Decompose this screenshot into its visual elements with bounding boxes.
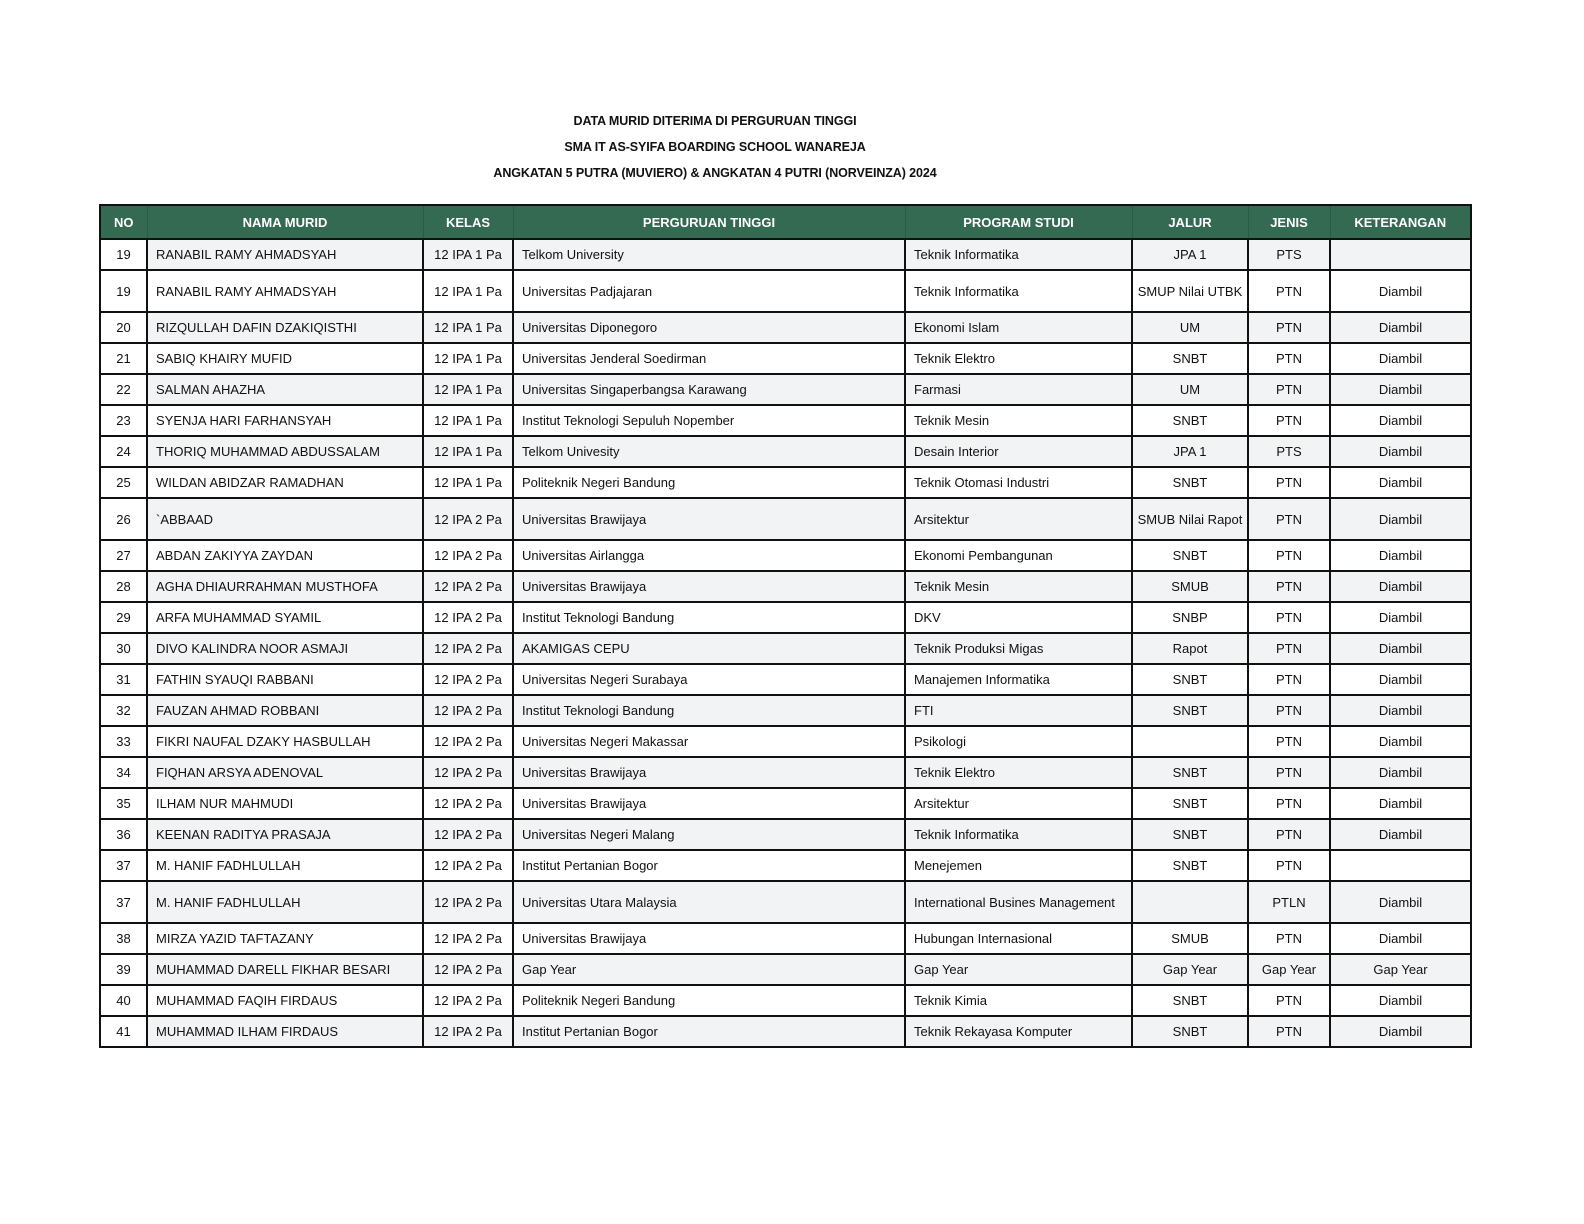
table-row [100,633,1471,664]
cell-keterangan: Diambil [1330,540,1471,571]
cell-keterangan: Diambil [1330,757,1471,788]
cell-jalur [1132,726,1248,757]
column-header-kelas: KELAS [423,205,513,239]
cell-no: 29 [100,602,147,633]
table-row [100,757,1471,788]
cell-jenis: PTN [1248,571,1330,602]
cell-kelas: 12 IPA 2 Pa [423,881,513,923]
cell-jenis: PTN [1248,695,1330,726]
cell-no: 19 [100,239,147,270]
cell-jenis: PTN [1248,405,1330,436]
cell-perguruan-tinggi: Universitas Negeri Makassar [513,726,905,757]
table-row [100,343,1471,374]
cell-no: 37 [100,881,147,923]
cell-program-studi: Teknik Informatika [905,239,1132,270]
cell-kelas: 12 IPA 2 Pa [423,954,513,985]
cell-nama-murid: RIZQULLAH DAFIN DZAKIQISTHI [147,312,423,343]
cell-keterangan: Diambil [1330,467,1471,498]
cell-nama-murid: M. HANIF FADHLULLAH [147,881,423,923]
cell-jenis: PTN [1248,985,1330,1016]
cell-perguruan-tinggi: Universitas Jenderal Soedirman [513,343,905,374]
cell-nama-murid: SYENJA HARI FARHANSYAH [147,405,423,436]
cell-nama-murid: RANABIL RAMY AHMADSYAH [147,239,423,270]
cell-program-studi: Ekonomi Islam [905,312,1132,343]
cell-nama-murid: THORIQ MUHAMMAD ABDUSSALAM [147,436,423,467]
cell-kelas: 12 IPA 1 Pa [423,467,513,498]
cell-perguruan-tinggi: AKAMIGAS CEPU [513,633,905,664]
table-row [100,270,1471,312]
cell-kelas: 12 IPA 2 Pa [423,571,513,602]
cell-jalur: UM [1132,374,1248,405]
cell-perguruan-tinggi: Universitas Negeri Surabaya [513,664,905,695]
cell-jalur: SNBT [1132,343,1248,374]
cell-jenis: PTN [1248,343,1330,374]
cell-jenis: Gap Year [1248,954,1330,985]
cell-nama-murid: SABIQ KHAIRY MUFID [147,343,423,374]
cell-no: 27 [100,540,147,571]
cell-jenis: PTN [1248,1016,1330,1047]
cell-kelas: 12 IPA 2 Pa [423,985,513,1016]
cell-jenis: PTS [1248,436,1330,467]
cell-perguruan-tinggi: Universitas Singaperbangsa Karawang [513,374,905,405]
table-row [100,239,1471,270]
cell-no: 35 [100,788,147,819]
cell-nama-murid: FATHIN SYAUQI RABBANI [147,664,423,695]
cell-program-studi: Teknik Mesin [905,405,1132,436]
cell-no: 34 [100,757,147,788]
cell-perguruan-tinggi: Institut Teknologi Bandung [513,695,905,726]
cell-program-studi: Teknik Informatika [905,270,1132,312]
cell-nama-murid: RANABIL RAMY AHMADSYAH [147,270,423,312]
cell-jalur: SNBT [1132,819,1248,850]
cell-program-studi: Teknik Kimia [905,985,1132,1016]
cell-kelas: 12 IPA 2 Pa [423,540,513,571]
cell-kelas: 12 IPA 2 Pa [423,923,513,954]
table-row [100,664,1471,695]
cell-program-studi: Teknik Mesin [905,571,1132,602]
cell-kelas: 12 IPA 1 Pa [423,436,513,467]
cell-perguruan-tinggi: Telkom University [513,239,905,270]
cell-nama-murid: MUHAMMAD DARELL FIKHAR BESARI [147,954,423,985]
cell-keterangan: Diambil [1330,1016,1471,1047]
cell-program-studi: Teknik Informatika [905,819,1132,850]
cell-program-studi: DKV [905,602,1132,633]
document-title-block [0,108,1430,186]
column-header-jenis: JENIS [1248,205,1330,239]
cell-kelas: 12 IPA 1 Pa [423,312,513,343]
cell-perguruan-tinggi: Universitas Utara Malaysia [513,881,905,923]
cell-no: 25 [100,467,147,498]
cell-jalur: JPA 1 [1132,436,1248,467]
cell-nama-murid: M. HANIF FADHLULLAH [147,850,423,881]
cell-program-studi: Arsitektur [905,788,1132,819]
cell-jenis: PTN [1248,664,1330,695]
cell-perguruan-tinggi: Gap Year [513,954,905,985]
cell-kelas: 12 IPA 2 Pa [423,819,513,850]
cell-kelas: 12 IPA 1 Pa [423,405,513,436]
column-header-nama: NAMA MURID [147,205,423,239]
cell-jalur: SNBT [1132,1016,1248,1047]
cell-jalur: SNBT [1132,467,1248,498]
cell-kelas: 12 IPA 2 Pa [423,788,513,819]
cell-no: 40 [100,985,147,1016]
cell-no: 28 [100,571,147,602]
column-header-perguruan-tinggi: PERGURUAN TINGGI [513,205,905,239]
cell-nama-murid: MUHAMMAD FAQIH FIRDAUS [147,985,423,1016]
cell-nama-murid: ILHAM NUR MAHMUDI [147,788,423,819]
title-line-3: ANGKATAN 5 PUTRA (MUVIERO) & ANGKATAN 4 PUTRI (NORVEINZA) 2024 [493,166,937,180]
table-body [100,239,1471,1047]
cell-program-studi: Teknik Rekayasa Komputer [905,1016,1132,1047]
cell-keterangan: Diambil [1330,602,1471,633]
cell-no: 36 [100,819,147,850]
cell-jenis: PTN [1248,602,1330,633]
table-row [100,498,1471,540]
cell-jalur: Gap Year [1132,954,1248,985]
cell-jalur: SNBT [1132,985,1248,1016]
cell-perguruan-tinggi: Universitas Brawijaya [513,498,905,540]
cell-no: 24 [100,436,147,467]
column-header-keterangan: KETERANGAN [1330,205,1471,239]
cell-program-studi: Ekonomi Pembangunan [905,540,1132,571]
cell-keterangan: Diambil [1330,571,1471,602]
cell-jenis: PTN [1248,788,1330,819]
column-header-jalur: JALUR [1132,205,1248,239]
cell-jalur: SNBT [1132,695,1248,726]
cell-kelas: 12 IPA 1 Pa [423,374,513,405]
cell-keterangan: Diambil [1330,498,1471,540]
cell-program-studi: Manajemen Informatika [905,664,1132,695]
cell-jenis: PTN [1248,540,1330,571]
cell-kelas: 12 IPA 2 Pa [423,850,513,881]
cell-kelas: 12 IPA 2 Pa [423,664,513,695]
cell-jenis: PTLN [1248,881,1330,923]
cell-nama-murid: FIQHAN ARSYA ADENOVAL [147,757,423,788]
cell-nama-murid: WILDAN ABIDZAR RAMADHAN [147,467,423,498]
cell-perguruan-tinggi: Telkom Univesity [513,436,905,467]
cell-program-studi: Desain Interior [905,436,1132,467]
cell-perguruan-tinggi: Politeknik Negeri Bandung [513,467,905,498]
cell-nama-murid: FIKRI NAUFAL DZAKY HASBULLAH [147,726,423,757]
table-header [100,205,1471,239]
cell-jalur: SMUB Nilai Rapot [1132,498,1248,540]
table-row [100,602,1471,633]
cell-keterangan: Diambil [1330,985,1471,1016]
cell-perguruan-tinggi: Universitas Brawijaya [513,571,905,602]
cell-jenis: PTS [1248,239,1330,270]
cell-kelas: 12 IPA 1 Pa [423,270,513,312]
cell-no: 20 [100,312,147,343]
cell-nama-murid: `ABBAAD [147,498,423,540]
cell-jenis: PTN [1248,633,1330,664]
cell-program-studi: Teknik Otomasi Industri [905,467,1132,498]
cell-no: 26 [100,498,147,540]
cell-jenis: PTN [1248,467,1330,498]
cell-jenis: PTN [1248,726,1330,757]
cell-jenis: PTN [1248,757,1330,788]
cell-no: 31 [100,664,147,695]
cell-keterangan: Diambil [1330,436,1471,467]
cell-perguruan-tinggi: Institut Pertanian Bogor [513,850,905,881]
title-line-2: SMA IT AS-SYIFA BOARDING SCHOOL WANAREJA [564,140,866,154]
cell-jenis: PTN [1248,270,1330,312]
cell-jalur: SNBT [1132,757,1248,788]
cell-nama-murid: KEENAN RADITYA PRASAJA [147,819,423,850]
cell-perguruan-tinggi: Universitas Diponegoro [513,312,905,343]
cell-perguruan-tinggi: Universitas Padjajaran [513,270,905,312]
cell-keterangan: Diambil [1330,270,1471,312]
cell-jenis: PTN [1248,850,1330,881]
title-line-1: DATA MURID DITERIMA DI PERGURUAN TINGGI [573,114,857,128]
cell-jalur: JPA 1 [1132,239,1248,270]
cell-program-studi: Psikologi [905,726,1132,757]
cell-perguruan-tinggi: Universitas Brawijaya [513,788,905,819]
cell-perguruan-tinggi: Universitas Negeri Malang [513,819,905,850]
cell-no: 37 [100,850,147,881]
table-row [100,726,1471,757]
cell-keterangan: Diambil [1330,405,1471,436]
table-row [100,1016,1471,1047]
cell-no: 21 [100,343,147,374]
cell-no: 30 [100,633,147,664]
cell-program-studi: Arsitektur [905,498,1132,540]
cell-program-studi: Gap Year [905,954,1132,985]
cell-perguruan-tinggi: Universitas Brawijaya [513,923,905,954]
cell-jalur: SNBT [1132,405,1248,436]
cell-keterangan: Diambil [1330,343,1471,374]
cell-jalur: SNBT [1132,540,1248,571]
cell-kelas: 12 IPA 2 Pa [423,633,513,664]
cell-perguruan-tinggi: Institut Pertanian Bogor [513,1016,905,1047]
cell-kelas: 12 IPA 2 Pa [423,498,513,540]
cell-keterangan: Diambil [1330,633,1471,664]
cell-nama-murid: DIVO KALINDRA NOOR ASMAJI [147,633,423,664]
cell-nama-murid: ARFA MUHAMMAD SYAMIL [147,602,423,633]
cell-jalur: SMUB [1132,571,1248,602]
column-header-no: NO [100,205,147,239]
table-row [100,985,1471,1016]
table-row [100,436,1471,467]
cell-keterangan: Diambil [1330,664,1471,695]
table-row [100,954,1471,985]
cell-kelas: 12 IPA 2 Pa [423,1016,513,1047]
cell-nama-murid: FAUZAN AHMAD ROBBANI [147,695,423,726]
cell-perguruan-tinggi: Politeknik Negeri Bandung [513,985,905,1016]
cell-perguruan-tinggi: Universitas Airlangga [513,540,905,571]
cell-no: 41 [100,1016,147,1047]
table-row [100,571,1471,602]
cell-keterangan [1330,239,1471,270]
table-row [100,881,1471,923]
table-row [100,374,1471,405]
cell-nama-murid: AGHA DHIAURRAHMAN MUSTHOFA [147,571,423,602]
cell-keterangan: Diambil [1330,374,1471,405]
table-row [100,788,1471,819]
cell-program-studi: International Busines Management [905,881,1132,923]
table-row [100,467,1471,498]
column-header-program-studi: PROGRAM STUDI [905,205,1132,239]
cell-keterangan: Diambil [1330,788,1471,819]
cell-perguruan-tinggi: Institut Teknologi Sepuluh Nopember [513,405,905,436]
cell-program-studi: Menejemen [905,850,1132,881]
cell-kelas: 12 IPA 2 Pa [423,757,513,788]
cell-nama-murid: MUHAMMAD ILHAM FIRDAUS [147,1016,423,1047]
cell-jalur: SMUB [1132,923,1248,954]
cell-jenis: PTN [1248,498,1330,540]
cell-program-studi: FTI [905,695,1132,726]
cell-program-studi: Teknik Elektro [905,343,1132,374]
table-row [100,923,1471,954]
cell-kelas: 12 IPA 2 Pa [423,602,513,633]
cell-nama-murid: MIRZA YAZID TAFTAZANY [147,923,423,954]
cell-no: 38 [100,923,147,954]
cell-keterangan: Gap Year [1330,954,1471,985]
cell-no: 22 [100,374,147,405]
cell-jalur: SNBP [1132,602,1248,633]
students-table [99,204,1472,1048]
cell-nama-murid: ABDAN ZAKIYYA ZAYDAN [147,540,423,571]
cell-no: 32 [100,695,147,726]
cell-jalur [1132,881,1248,923]
cell-keterangan: Diambil [1330,695,1471,726]
cell-no: 23 [100,405,147,436]
cell-jalur: UM [1132,312,1248,343]
cell-program-studi: Farmasi [905,374,1132,405]
cell-keterangan: Diambil [1330,923,1471,954]
cell-jenis: PTN [1248,923,1330,954]
cell-keterangan: Diambil [1330,881,1471,923]
table-row [100,695,1471,726]
cell-perguruan-tinggi: Institut Teknologi Bandung [513,602,905,633]
cell-nama-murid: SALMAN AHAZHA [147,374,423,405]
cell-kelas: 12 IPA 1 Pa [423,343,513,374]
cell-keterangan [1330,850,1471,881]
cell-program-studi: Hubungan Internasional [905,923,1132,954]
cell-kelas: 12 IPA 2 Pa [423,695,513,726]
cell-jalur: SMUP Nilai UTBK [1132,270,1248,312]
table-row [100,850,1471,881]
cell-perguruan-tinggi: Universitas Brawijaya [513,757,905,788]
cell-jalur: SNBT [1132,664,1248,695]
cell-jenis: PTN [1248,312,1330,343]
table-row [100,405,1471,436]
cell-keterangan: Diambil [1330,819,1471,850]
table-row [100,819,1471,850]
table-row [100,540,1471,571]
cell-no: 33 [100,726,147,757]
cell-jenis: PTN [1248,819,1330,850]
cell-program-studi: Teknik Elektro [905,757,1132,788]
cell-jenis: PTN [1248,374,1330,405]
table-row [100,312,1471,343]
cell-jalur: SNBT [1132,788,1248,819]
cell-no: 39 [100,954,147,985]
cell-kelas: 12 IPA 1 Pa [423,239,513,270]
cell-kelas: 12 IPA 2 Pa [423,726,513,757]
cell-program-studi: Teknik Produksi Migas [905,633,1132,664]
cell-jalur: SNBT [1132,850,1248,881]
cell-keterangan: Diambil [1330,726,1471,757]
cell-no: 19 [100,270,147,312]
cell-jalur: Rapot [1132,633,1248,664]
cell-keterangan: Diambil [1330,312,1471,343]
